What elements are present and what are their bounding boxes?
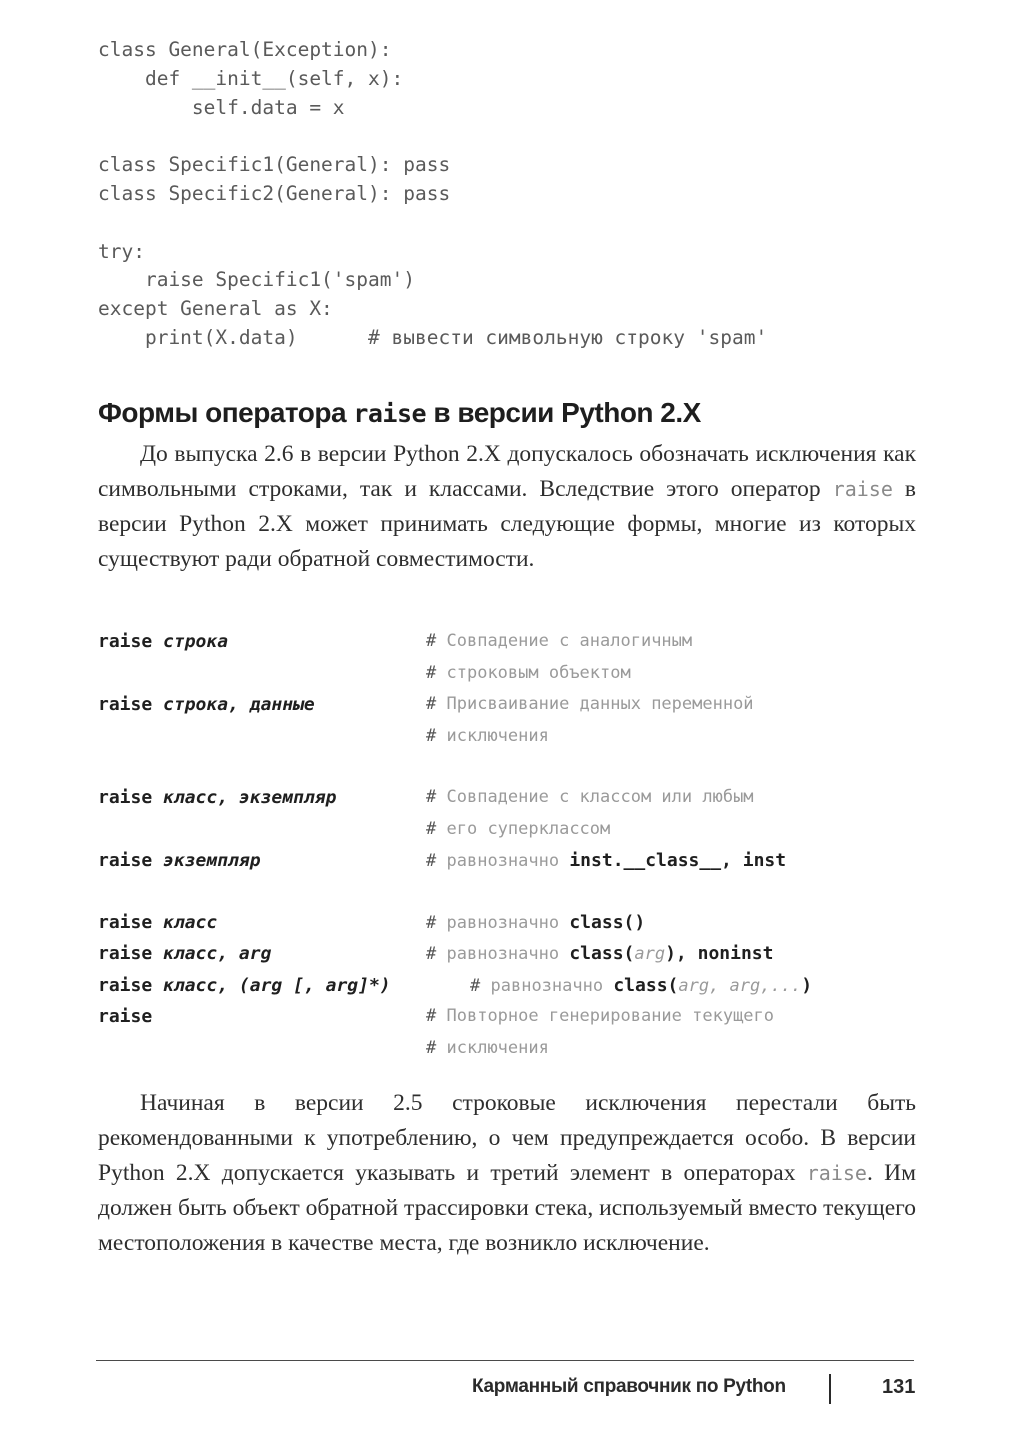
raise-args: строка (163, 631, 229, 652)
raise-args: класс, arg (163, 943, 272, 964)
footer-book-title: Карманный справочник по Python (472, 1376, 786, 1397)
comment-text: равнозначно (446, 944, 560, 964)
raise-keyword: raise (98, 787, 153, 808)
raise-args-a: класс, (163, 974, 229, 996)
form-row (98, 689, 928, 721)
raise-args: экземпляр (163, 850, 261, 871)
form-row (98, 721, 928, 753)
form-comment: # Совпадение с аналогичным (426, 631, 693, 651)
closing-inline-code: raise (806, 1161, 867, 1185)
heading-code: raise (353, 399, 427, 428)
form-comment: # исключения (426, 1037, 549, 1058)
footer-separator (829, 1374, 831, 1404)
code-line: except General as X: (98, 297, 333, 321)
comment-code-arg: arg (634, 944, 666, 964)
comment-text: Присваивание данных переменной (446, 694, 754, 714)
form-row (98, 782, 928, 814)
raise-keyword: raise (98, 1006, 153, 1027)
code-example (98, 36, 767, 353)
form-code (98, 689, 315, 721)
footer-divider (96, 1360, 914, 1361)
closing-text-part1: Начиная в версии 2.5 строковые исключения перестали быть рекомендованными к употреблению, о чем предупреждается особо. В версии Python 2.X допускается указывать и третий элемент в операторах (98, 1090, 916, 1186)
closing-paragraph (98, 1086, 916, 1261)
form-comment: # строковым объектом (426, 662, 631, 683)
comment-code: inst.__class__, inst (569, 850, 787, 871)
closing-text-part2: . Им должен быть объект обратной трассировки стека, используемый вместо текущего местоположения в качестве места, где возникло исключение. (98, 1160, 917, 1256)
form-row (98, 907, 928, 939)
form-row (98, 938, 928, 970)
form-comment: # равнозначно inst.__class__, inst (426, 850, 787, 871)
form-row (98, 845, 928, 877)
raise-args-b: (arg [, arg]*) (238, 974, 391, 996)
form-comment: # его суперклассом (426, 818, 611, 839)
code-line: class General(Exception): (98, 38, 392, 61)
comment-text: строковым объектом (446, 662, 631, 683)
form-code (98, 938, 271, 970)
raise-keyword: raise (98, 631, 153, 652)
comment-text: Совпадение с классом или любым (446, 787, 754, 807)
code-line: print(X.data) # вывести символьную строку 'spam' (98, 325, 768, 349)
code-line (98, 209, 767, 238)
comment-code-a: class( (569, 943, 635, 964)
form-code (98, 970, 391, 1002)
comment-text: его суперклассом (446, 818, 611, 839)
raise-args: строка, данные (163, 694, 315, 715)
form-row (98, 626, 928, 658)
form-comment: # равнозначно class(arg), noninst (426, 943, 774, 964)
code-line (98, 122, 767, 151)
heading-text-before: Формы оператора (98, 397, 347, 428)
code-line: try: (98, 239, 145, 263)
heading-text-after: в версии Python 2.X (433, 397, 701, 428)
form-row (98, 970, 928, 1002)
code-line: self.data = x (98, 95, 345, 119)
comment-code-arg: arg, arg,... (678, 975, 802, 996)
comment-code-b: ), noninst (665, 943, 774, 964)
form-comment: # исключения (426, 725, 549, 746)
comment-code: class() (569, 911, 646, 933)
form-code (98, 782, 336, 814)
code-line: def __init__(self, x): (98, 66, 404, 90)
form-row (98, 814, 928, 846)
raise-args: класс (163, 911, 218, 933)
comment-text: равнозначно (446, 851, 560, 871)
comment-text: исключения (446, 1037, 549, 1058)
form-code (98, 845, 261, 877)
form-code (98, 907, 217, 939)
comment-text: равнозначно (490, 975, 604, 996)
form-comment: # равнозначно class() (426, 911, 646, 933)
raise-keyword: raise (98, 911, 153, 933)
comment-text: Совпадение с аналогичным (446, 631, 693, 651)
form-comment: # Повторное генерирование текущего (426, 1006, 775, 1026)
form-code (98, 626, 228, 658)
code-line: class Specific2(General): pass (98, 181, 451, 205)
comment-code-b: ) (801, 974, 813, 996)
form-row (98, 1033, 928, 1065)
raise-keyword: raise (98, 694, 153, 715)
page-number: 131 (882, 1376, 916, 1398)
raise-keyword: raise (98, 974, 153, 996)
comment-code-a: class( (613, 974, 679, 996)
raise-keyword: raise (98, 943, 153, 964)
intro-text-part2: в версии Python 2.X может принимать следующие формы, многие из которых существуют ради обратной совместимости. (98, 476, 917, 572)
form-row (98, 1001, 928, 1033)
intro-text-part1: До выпуска 2.6 в версии Python 2.X допускалось обозначать исключения как символьными строками, так и классами. Вследствие этого оператор (98, 441, 916, 502)
raise-args: класс, экземпляр (163, 787, 337, 808)
intro-inline-code: raise (832, 477, 893, 501)
form-comment: # Совпадение с классом или любым (426, 787, 754, 807)
form-code (98, 1001, 152, 1033)
code-line: class Specific1(General): pass (98, 153, 451, 177)
form-comment: # равнозначно class(arg, arg,...) (470, 974, 813, 996)
form-comment: # Присваивание данных переменной (426, 694, 754, 714)
intro-paragraph (98, 437, 916, 577)
comment-text: Повторное генерирование текущего (446, 1006, 775, 1026)
form-row (98, 658, 928, 690)
code-line: raise Specific1('spam') (98, 268, 415, 292)
comment-text: равнозначно (446, 912, 560, 933)
raise-forms-listing (98, 626, 928, 1064)
comment-text: исключения (446, 725, 549, 746)
section-heading (98, 395, 701, 432)
raise-keyword: raise (98, 850, 153, 871)
